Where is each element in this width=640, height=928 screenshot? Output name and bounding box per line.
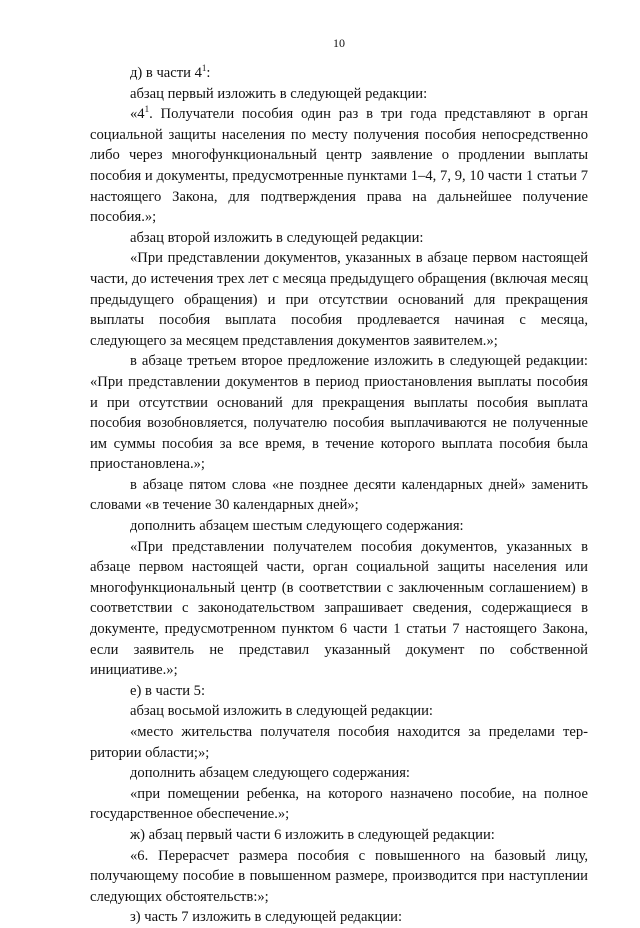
paragraph-text: дополнить абзацем шестым следующего содержания: bbox=[130, 518, 464, 535]
paragraph-text: е) в части 5: bbox=[130, 682, 206, 699]
paragraph-text-continued: . Получатели пособия один раз в три года представляют в орган социальной защиты населения по месту получения пособия непосредственно либо через многофункциональный центр заявление о продлении выплаты пособия и документы, предусмотренные пунктами 1–4, 7, 9, 10 части 1 статьи 7 настоящего Закона, для подтверждения права на дальнейшее получение пособия.»; bbox=[90, 106, 588, 226]
paragraph-text: д) в части 4 bbox=[130, 65, 202, 81]
paragraph bbox=[90, 63, 588, 84]
paragraph-text: ж) абзац первый части 6 изложить в следующей редакции: bbox=[130, 826, 495, 843]
paragraph bbox=[90, 846, 588, 908]
document-body bbox=[90, 63, 588, 928]
paragraph-text: «При представлении получателем пособия документов, указанных в абзаце первом настоящей части, орган социальной защиты населения или многофункциональный центр (в соответствии с заключенным соглашением) в соответствии с законодательством запрашивает сведения, содержащиеся в документе, предусмотренном пунктом 6 части 1 статьи 7 настоящего Закона, если заявитель не представил указанный документ по собственной инициативе.»; bbox=[90, 538, 588, 679]
paragraph-text: з) часть 7 изложить в следующей редакции: bbox=[130, 909, 403, 926]
paragraph bbox=[90, 248, 588, 351]
paragraph bbox=[90, 763, 588, 784]
paragraph-text: абзац восьмой изложить в следующей редакции: bbox=[130, 703, 433, 720]
paragraph bbox=[90, 104, 588, 228]
paragraph bbox=[90, 537, 588, 681]
paragraph-text: «4 bbox=[130, 106, 145, 123]
paragraph-text: «6. Перерасчет размера пособия с повышенного на базовый лицу, получающему пособие в повышенном размере, производится при наступлении следующих обстоятельств:»; bbox=[90, 847, 588, 905]
paragraph bbox=[90, 722, 588, 763]
paragraph bbox=[90, 228, 588, 249]
paragraph-text: «место жительства получателя пособия находится за пределами территории области;»; bbox=[90, 724, 588, 761]
paragraph bbox=[90, 84, 588, 105]
paragraph-text: «при помещении ребенка, на которого назначено пособие, на полное государственное обеспечение.»; bbox=[90, 785, 588, 823]
paragraph-text: абзац первый изложить в следующей редакции: bbox=[130, 85, 428, 102]
paragraph bbox=[90, 351, 588, 475]
paragraph-text: дополнить абзацем следующего содержания: bbox=[130, 765, 410, 782]
superscript-index: 1 bbox=[144, 104, 150, 115]
paragraph-text: абзац второй изложить в следующей редакции: bbox=[130, 229, 424, 246]
paragraph-text-continued: : bbox=[206, 65, 211, 81]
page-number: 10 bbox=[333, 36, 345, 50]
superscript-index: 1 bbox=[201, 63, 207, 74]
paragraph-text: «При представлении документов, указанных в абзаце первом настоящей части, до истечения трех лет с месяца предыдущего обращения (включая месяц предыдущего обращения) и при отсутствии оснований для прекращения выплаты пособия выплата пособия продлевается начиная с месяца, следующего за месяцем представления документов заявителем.»; bbox=[90, 250, 588, 349]
paragraph-text: в абзаце третьем второе предложение изложить в следующей редакции: «При представлении документов в период приостановления выплаты пособия и при отсутствии оснований для прекращения выплаты пособия выплата пособия возобновляется, получателю пособия выплачиваются не полученные им суммы пособия за все время, в течение которого выплата пособия была приостановлена.»; bbox=[90, 353, 588, 473]
paragraph-text: в абзаце пятом слова «не позднее десяти календарных дней» заменить словами «в течение 30 календарных дней»; bbox=[90, 476, 588, 514]
paragraph bbox=[90, 701, 588, 722]
paragraph bbox=[90, 516, 588, 537]
paragraph bbox=[90, 784, 588, 825]
paragraph bbox=[90, 825, 588, 846]
paragraph bbox=[90, 681, 588, 702]
paragraph bbox=[90, 907, 588, 928]
paragraph bbox=[90, 475, 588, 516]
